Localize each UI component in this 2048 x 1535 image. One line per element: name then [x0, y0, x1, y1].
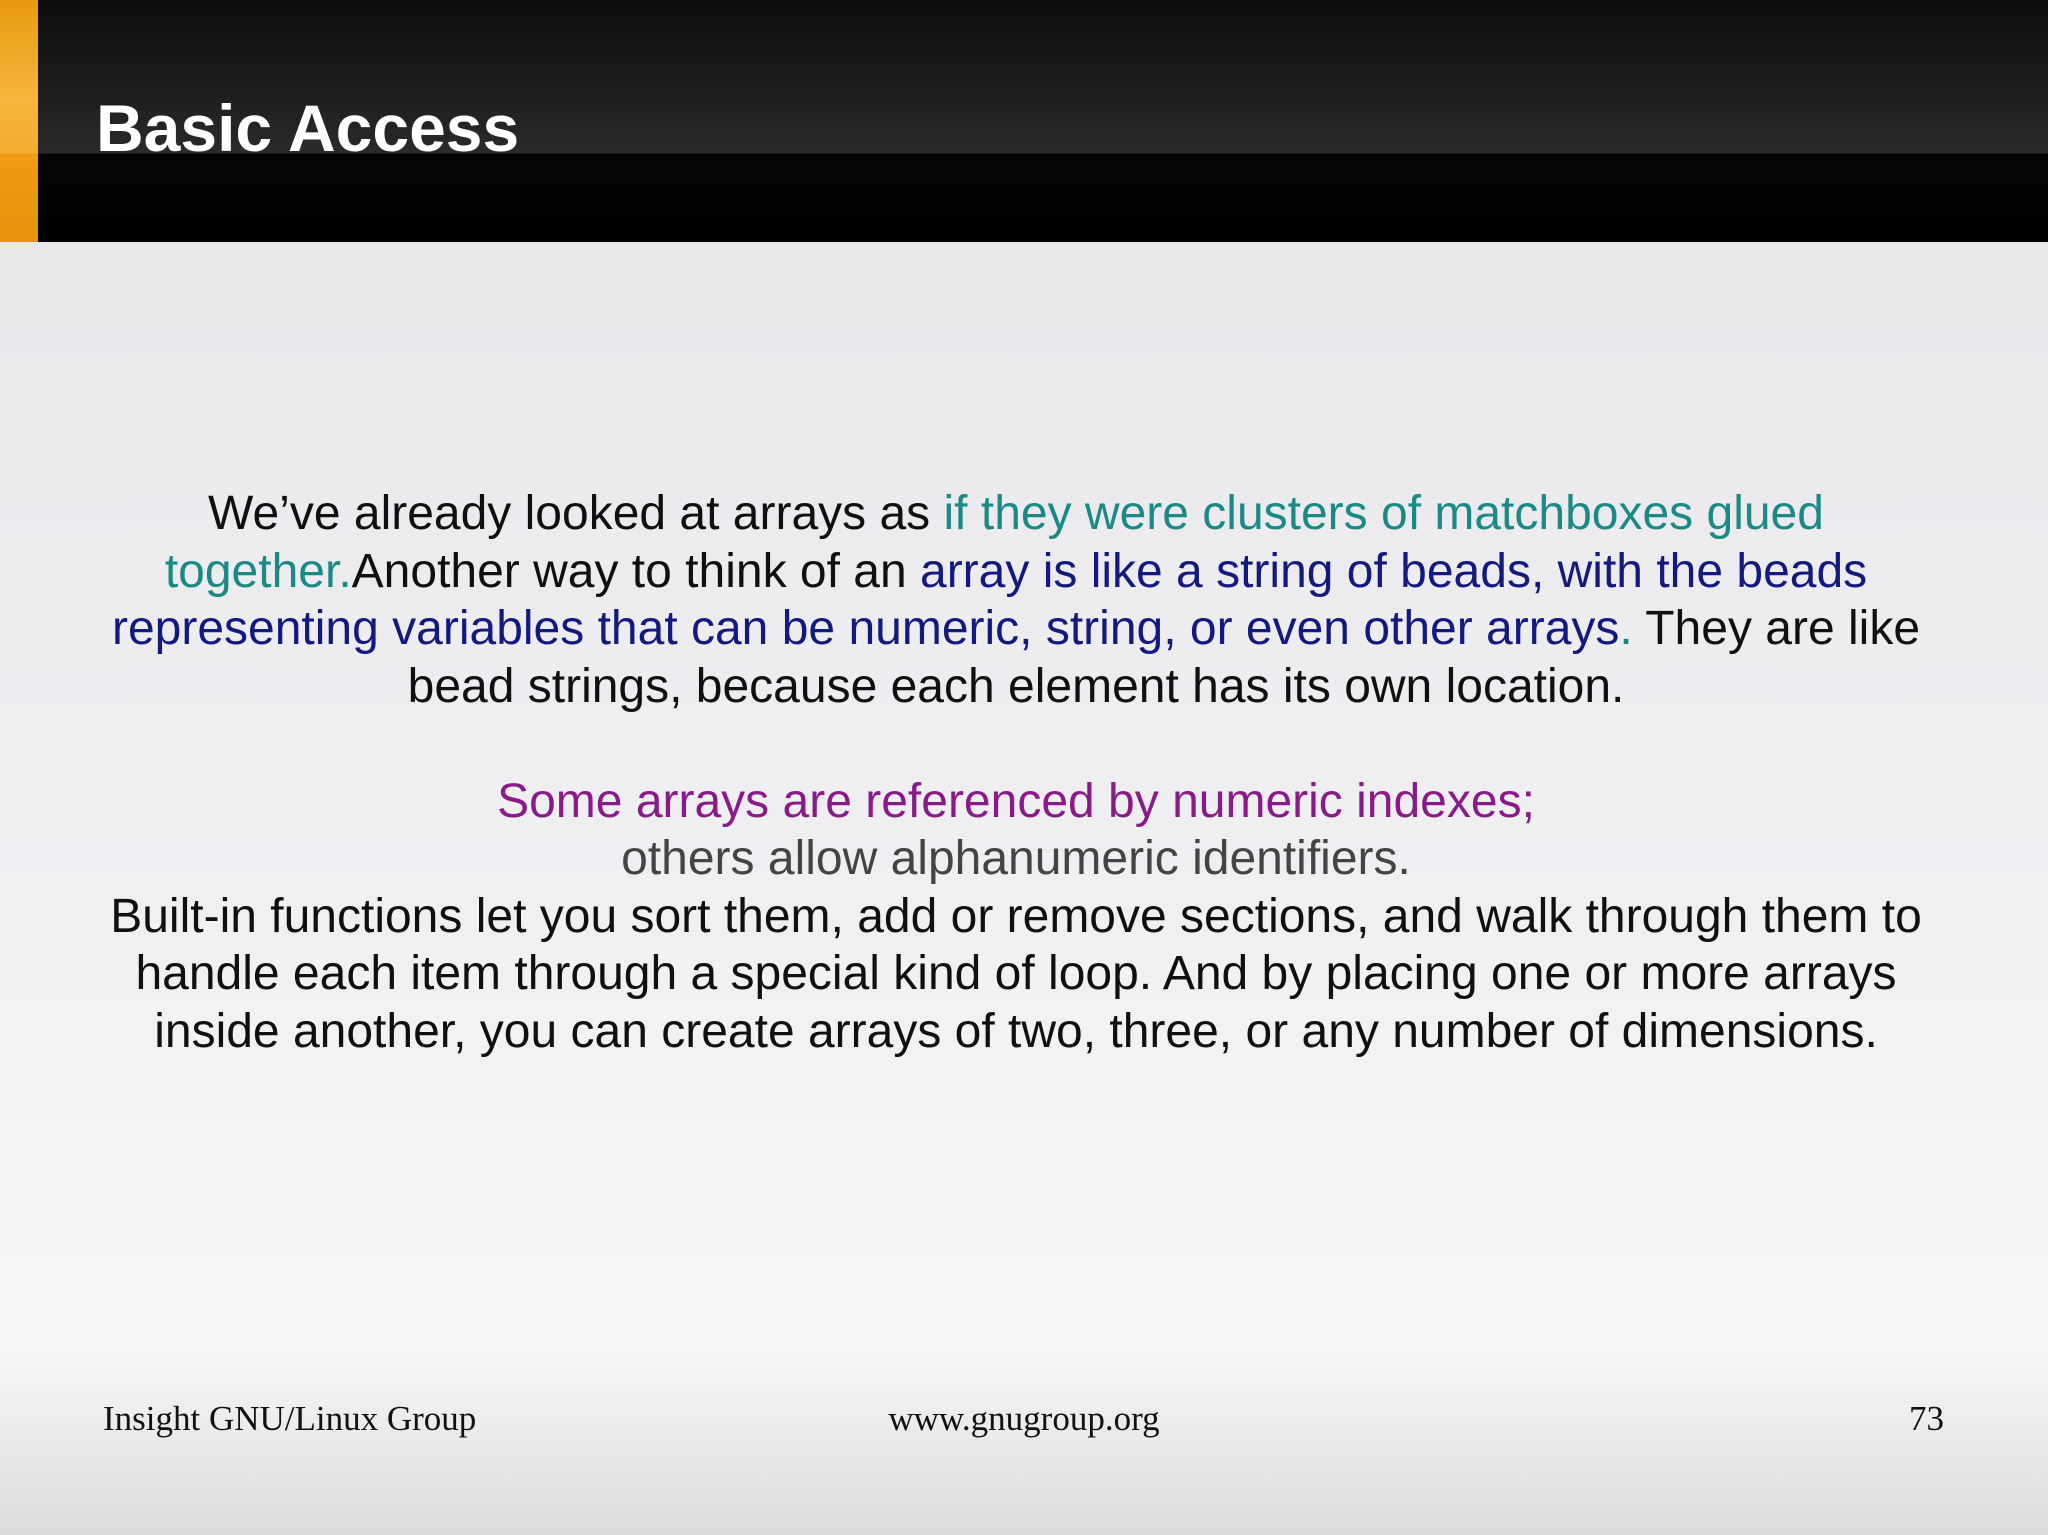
- footer-page-number: 73: [1909, 1399, 1944, 1438]
- paragraph-arrays-intro: [96, 485, 1936, 715]
- slide-title: Basic Access: [96, 91, 520, 165]
- footer-website: www.gnugroup.org: [888, 1399, 1160, 1438]
- intro-text: We’ve already looked at arrays as: [208, 487, 944, 540]
- slide-body: [96, 485, 1936, 1060]
- beads-analogy-text: array is like a string of beads, with the beads representing variables that can be numeric, string, or even other arrays: [111, 544, 1868, 655]
- paragraph-built-in-functions: Built-in functions let you sort them, add or remove sections, and walk through them to handle each item through a special kind of loop. And by placing one or more arrays inside another, you can create arrays of two, three, or any number of dimensions.: [110, 889, 1922, 1058]
- numeric-indexes-line: Some arrays are referenced by numeric indexes;: [497, 774, 1535, 828]
- period-text: .: [1619, 602, 1633, 655]
- alphanumeric-identifiers-line: others allow alphanumeric identifiers.: [621, 832, 1411, 885]
- paragraph-spacer: [96, 715, 1936, 773]
- matchbox-analogy-text: if they were clusters of matchboxes glued together.: [164, 487, 1824, 598]
- footer-organization: Insight GNU/Linux Group: [103, 1399, 477, 1438]
- another-way-text: Another way to think of an: [351, 544, 920, 598]
- header-accent-bar: [0, 0, 38, 242]
- bead-strings-text: They are like bead strings, because each element has its own location.: [407, 602, 1921, 713]
